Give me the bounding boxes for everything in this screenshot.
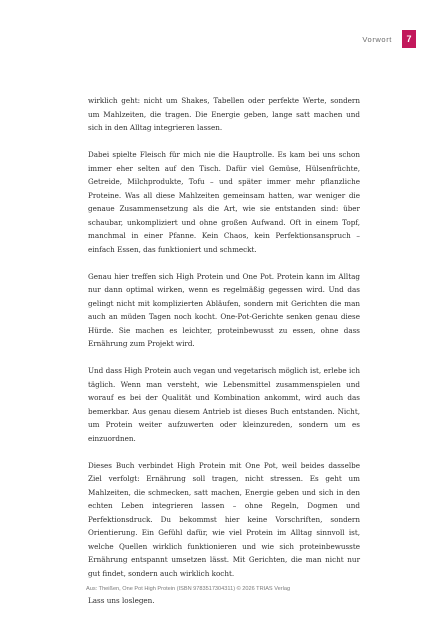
body-text bbox=[88, 94, 360, 621]
paragraph-3: Genau hier treffen sich High Protein und One Pot. Protein kann im Alltag nur dann optimal wirken, wenn es regelmäßig gegessen wird. Und das gelingt nicht mit komplizierten Abläufen, sondern mit Gerichten die man auch an müden Tagen noch kocht. One-Pot-Gerichte senken genau diese Hürde. Sie machen es leichter, proteinbewusst zu essen, ohne dass Ernährung zum Projekt wird. bbox=[88, 271, 360, 348]
section-title: Vorwort bbox=[362, 34, 392, 44]
paragraph-1: wirklich geht: nicht um Shakes, Tabellen oder perfekte Werte, sondern um Mahlzeiten, die tragen. Die Energie geben, lange satt machen und sich in den Alltag integrieren lassen. bbox=[88, 96, 360, 132]
paragraph-2: Dabei spielte Fleisch für mich nie die Hauptrolle. Es kam bei uns schon immer eher selten auf den Tisch. Dafür viel Gemüse, Hülsenfrüchte, Getreide, Milchprodukte, Tofu – und später immer mehr pflanzliche Proteine. Was all diese Mahlzeiten gemeinsam hatten, war weniger die genaue Zusammensetzung als die Art, wie sie entstanden sind: über schaubar, unkompliziert und ohne großen Aufwand. Oft in einem Topf, manchmal in einer Pfanne. Kein Chaos, kein Perfektionsanspruch – einfach Essen, das funktioniert und schmeckt. bbox=[88, 150, 360, 254]
page-header bbox=[362, 30, 416, 48]
page-number-badge: 7 bbox=[402, 30, 416, 48]
paragraph-6: Lass uns loslegen. bbox=[88, 595, 155, 605]
page-footer: Aus: Theißen, One Pot High Protein (ISBN 9783517304311) © 2026 TRIAS Verlag bbox=[86, 586, 291, 592]
paragraph-4: Und dass High Protein auch vegan und vegetarisch möglich ist, erlebe ich täglich. Wenn man versteht, wie Lebensmittel zusammenspielen und worauf es bei der Qualität und Kombination ankommt, wird auch das bemerkbar. Aus genau diesem Antrieb ist dieses Buch entstanden. Nicht, um Protein weiter aufzuwerten oder kleinzureden, sondern um es einzuordnen. bbox=[88, 366, 360, 443]
paragraph-5: Dieses Buch verbindet High Protein mit One Pot, weil beides dasselbe Ziel verfolgt: Ernährung soll tragen, nicht stressen. Es geht um Mahlzeiten, die schmecken, satt machen, Energie geben und sich in den echten Leben integrieren lassen – ohne Regeln, Dogmen und Perfektionsdruck. Du bekommst hier keine Vorschriften, sondern Orientierung. Ein Gefühl dafür, wie viel Protein im Alltag sinnvoll ist, welche Quellen wirklich funktionieren und wie sich proteinbewusste Ernährung entspannt umsetzen lässt. Mit Gerichten, die man nicht nur gut findet, sondern auch wirklich kocht. bbox=[88, 460, 360, 578]
